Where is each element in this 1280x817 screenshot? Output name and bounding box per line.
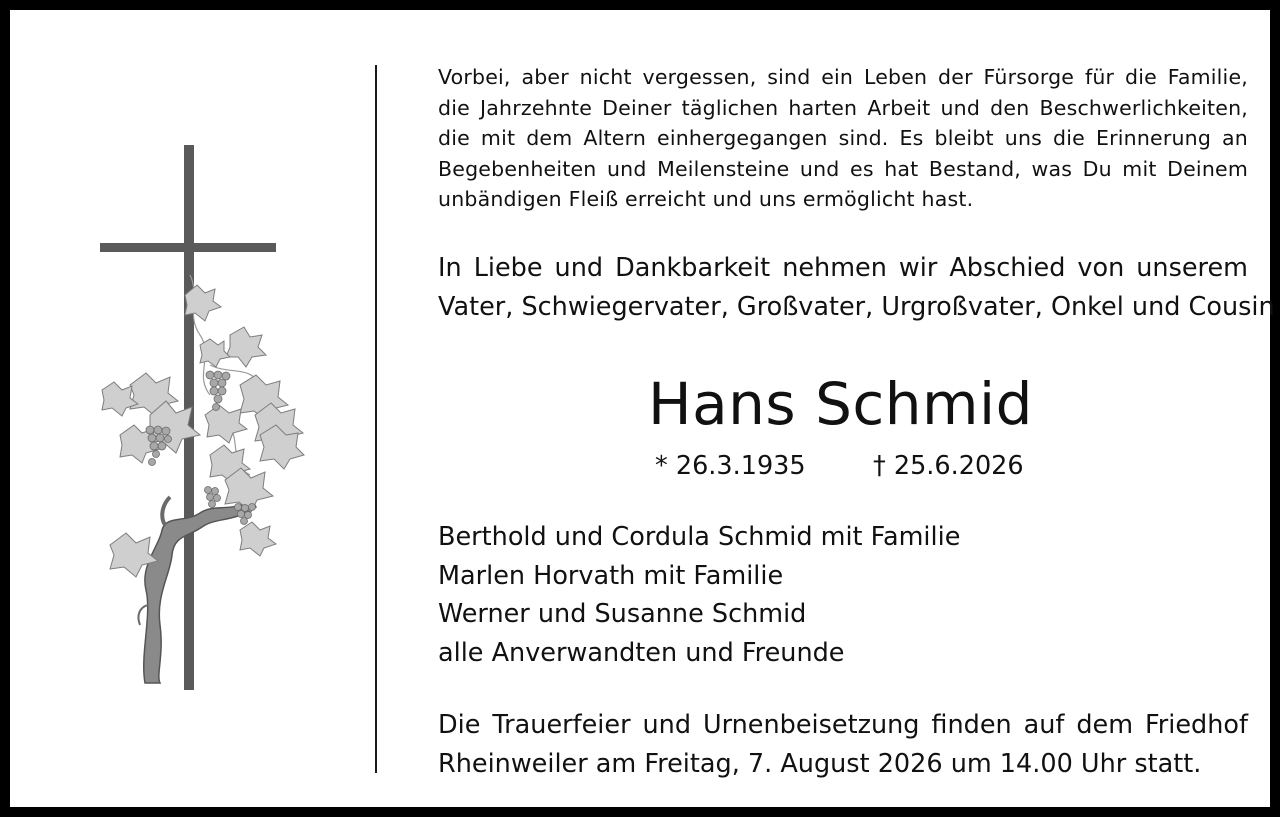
poem-line: die Jahrzehnte Deiner täglichen harten Arbeit und den Beschwerlichkeiten, <box>438 95 1248 120</box>
funeral-notice <box>438 706 1248 783</box>
vine-leaf <box>240 522 276 556</box>
farewell-intro <box>438 249 1275 327</box>
mourners-list <box>438 518 960 672</box>
poem-line: unbändigen Fleiß erreicht und uns ermöglicht hast. <box>438 187 974 212</box>
grape-cluster <box>235 504 256 525</box>
death-date: † 25.6.2026 <box>873 451 1024 481</box>
vine-leaf <box>226 327 266 367</box>
deceased-name: Hans Schmid <box>648 370 1033 438</box>
cross-horizontal-beam <box>100 243 276 252</box>
intro-line: Vater, Schwiegervater, Großvater, Urgroßvater, Onkel und Cousin <box>438 292 1275 322</box>
mourner-line: Berthold und Cordula Schmid mit Familie <box>438 522 961 552</box>
cross-with-grapevine-icon <box>90 135 320 705</box>
poem-line: Begebenheiten und Meilensteine und es hat Bestand, was Du mit Deinem <box>438 156 1248 181</box>
mourner-line: Marlen Horvath mit Familie <box>438 560 784 591</box>
grape-cluster <box>206 371 230 411</box>
mourner-line: alle Anverwandten und Freunde <box>438 637 845 668</box>
poem-paragraph <box>438 62 1248 215</box>
notice-line: Rheinweiler am Freitag, 7. August 2026 um 14.00 Uhr statt. <box>438 748 1202 779</box>
grape-cluster <box>205 487 221 508</box>
vine-trunk <box>144 500 256 683</box>
mourner-line: Werner und Susanne Schmid <box>438 599 807 629</box>
vertical-divider <box>375 65 377 773</box>
vine-leaf <box>205 405 247 443</box>
poem-line: die mit dem Altern einhergegangen sind. Es bleibt uns die Erinnerung an <box>438 126 1248 151</box>
birth-date: * 26.3.1935 <box>655 451 806 481</box>
intro-line: In Liebe und Dankbarkeit nehmen wir Abschied von unserem <box>438 253 1248 283</box>
poem-line: Vorbei, aber nicht vergessen, sind ein Leben der Fürsorge für die Familie, <box>438 65 1248 89</box>
notice-line: Die Trauerfeier und Urnenbeisetzung finden auf dem Friedhof <box>438 710 1248 740</box>
